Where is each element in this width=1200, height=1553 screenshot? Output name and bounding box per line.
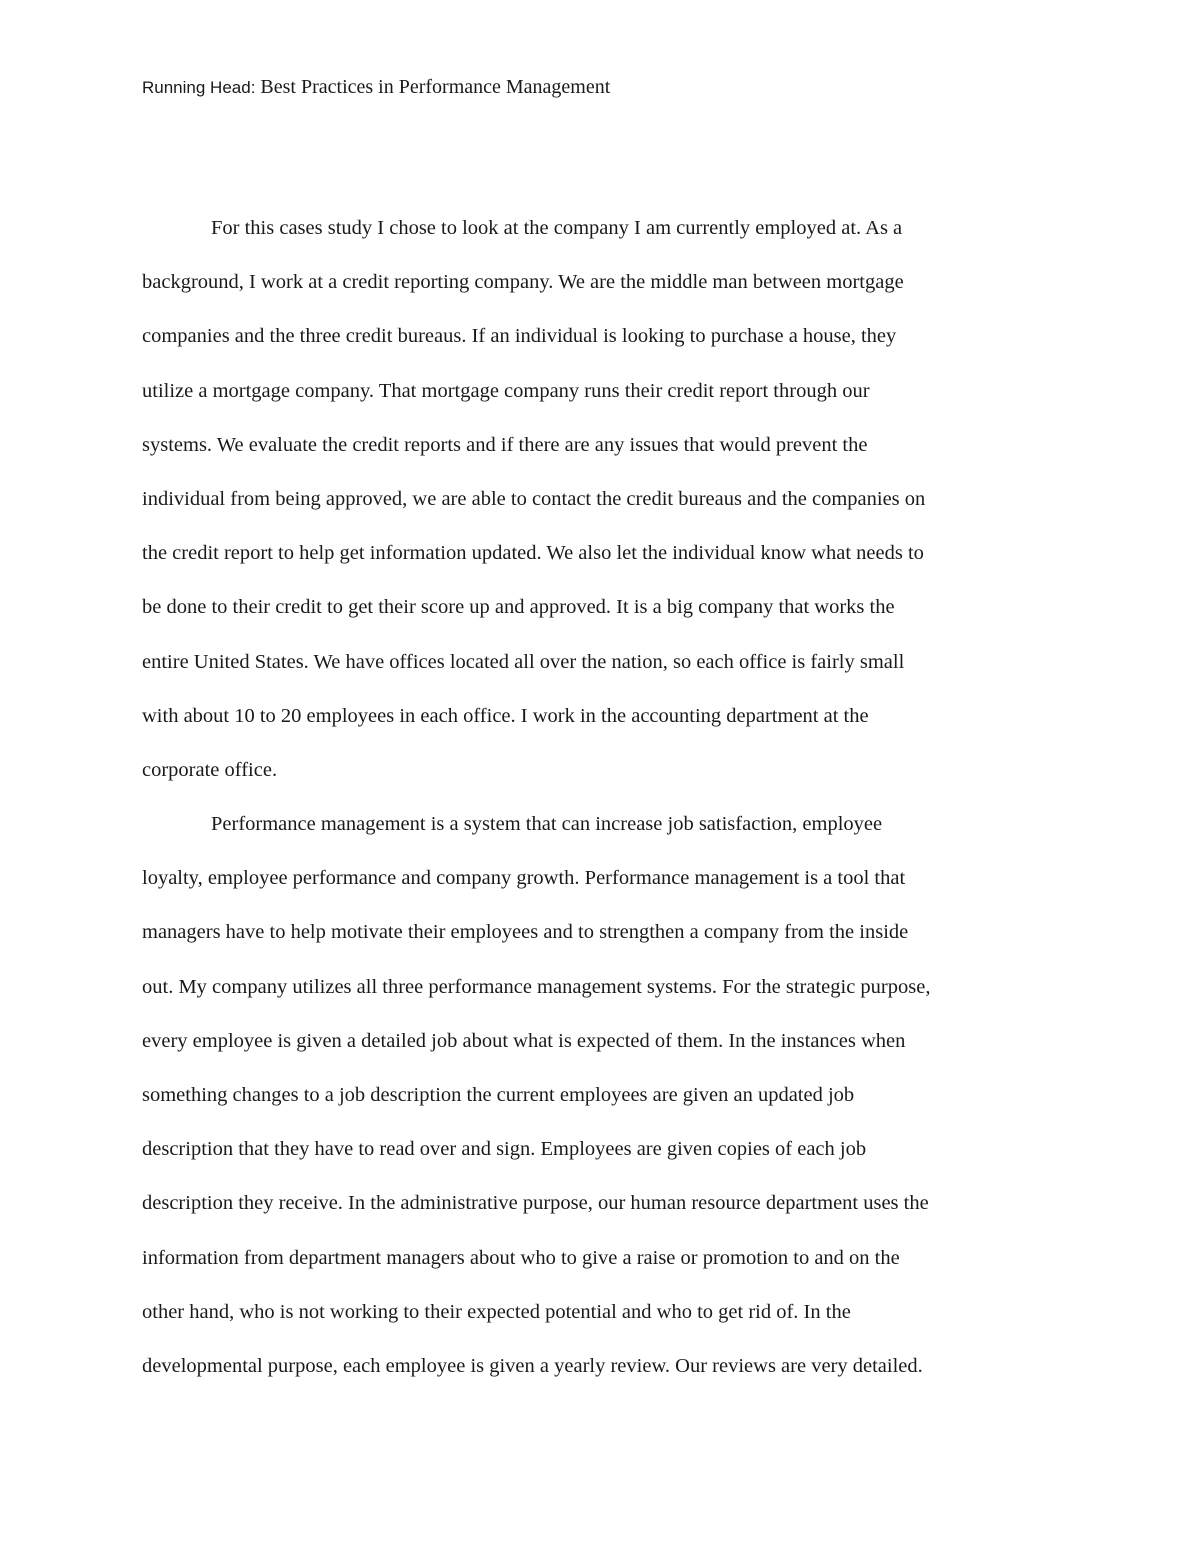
document-body xyxy=(142,210,1072,1402)
paragraph-line: something changes to a job description the current employees are given an updated job xyxy=(142,1084,855,1106)
paragraph-line: For this cases study I chose to look at the company I am currently employed at. As a xyxy=(211,217,903,239)
paragraph-line: with about 10 to 20 employees in each office. I work in the accounting department at the xyxy=(142,704,869,727)
paragraph-line: systems. We evaluate the credit reports and if there are any issues that would prevent the xyxy=(142,433,868,456)
running-head xyxy=(142,74,610,101)
paragraph-line: entire United States. We have offices located all over the nation, so each office is fairly small xyxy=(142,650,905,673)
paragraph-line: out. My company utilizes all three performance management systems. For the strategic purpose, xyxy=(142,975,931,998)
paragraph-line: description that they have to read over and sign. Employees are given copies of each job xyxy=(142,1138,867,1161)
paragraph-line: loyalty, employee performance and company growth. Performance management is a tool that xyxy=(142,867,906,890)
running-head-title: Best Practices in Performance Management xyxy=(260,76,611,98)
paragraph-line: developmental purpose, each employee is given a yearly review. Our reviews are very detailed. xyxy=(142,1354,923,1377)
paragraph-line: every employee is given a detailed job about what is expected of them. In the instances when xyxy=(142,1029,906,1052)
paragraph-line: background, I work at a credit reporting company. We are the middle man between mortgage xyxy=(142,271,904,294)
paragraph-1 xyxy=(142,210,1072,806)
paragraph-line: corporate office. xyxy=(142,758,278,781)
paragraph-2 xyxy=(142,806,1072,1402)
paragraph-line: individual from being approved, we are able to contact the credit bureaus and the companies on xyxy=(142,487,926,510)
paragraph-line: managers have to help motivate their employees and to strengthen a company from the inside xyxy=(142,921,909,944)
paragraph-line: utilize a mortgage company. That mortgage company runs their credit report through our xyxy=(142,379,870,402)
running-head-label: Running Head: xyxy=(142,78,256,97)
paragraph-line: other hand, who is not working to their expected potential and who to get rid of. In the xyxy=(142,1300,851,1323)
paragraph-line: Performance management is a system that can increase job satisfaction, employee xyxy=(211,813,883,836)
paragraph-line: the credit report to help get information updated. We also let the individual know what needs to xyxy=(142,542,924,565)
paragraph-line: companies and the three credit bureaus. If an individual is looking to purchase a house, they xyxy=(142,325,897,348)
paragraph-line: description they receive. In the administrative purpose, our human resource department uses the xyxy=(142,1192,929,1215)
paragraph-line: information from department managers about who to give a raise or promotion to and on the xyxy=(142,1246,900,1269)
paragraph-line: be done to their credit to get their score up and approved. It is a big company that works the xyxy=(142,596,895,619)
